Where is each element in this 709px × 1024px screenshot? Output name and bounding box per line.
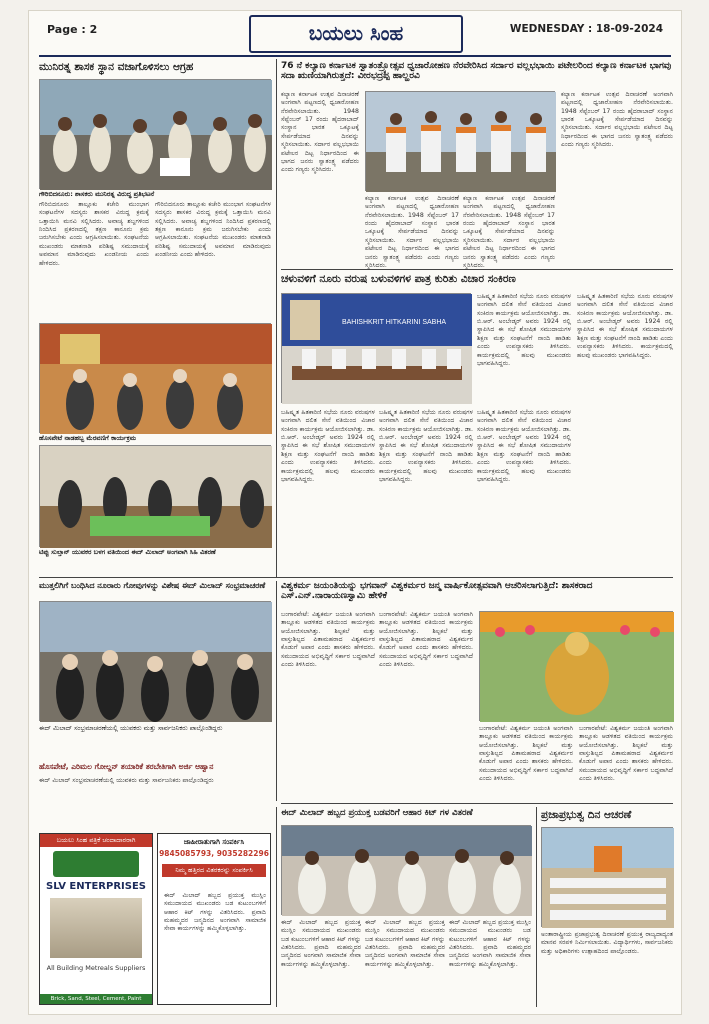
section-divider-3	[281, 803, 673, 804]
body-center-mid-col2: ಬಹಿಷ್ಕೃತ ಹಿತಕಾರಿಣಿ ಸಭೆಯ ನೂರು ವರುಷಗಳ ಅಂಗವಾಗಿ ದಲಿತ ಸೇನೆ ವತಿಯಿಂದ ವಿಚಾರ ಸಂಕಿರಣ ಕಾರ್ಯಕ್ರಮ ಆಯೋಜಿಸಲಾಗಿತ್ತು. ಡಾ. ಬಿ.ಆರ್. ಅಂಬೇಡ್ಕರ್ ಅವರು 1924 ರಲ್ಲಿ ಸ್ಥಾಪಿಸಿದ ಈ ಸಭೆ ಶೋಷಿತ ಸಮುದಾಯಗಳ ಶಿಕ್ಷಣ ಮತ್ತು ಸಂಘಟನೆಗೆ ನಾಂದಿ ಹಾಡಿತು ಎಂದು ಉಪನ್ಯಾಸಕರು ತಿಳಿಸಿದರು. ಕಾರ್ಯಕ್ರಮದಲ್ಲಿ ಹಲವು ಮುಖಂಡರು ಭಾಗವಹಿಸಿದ್ದರು.	[477, 293, 571, 367]
headline-left-low: ಮುತ್ತಲಿಗಿಗೆ ಬಂಧಿಸಿದ ನೂರಾರು ಗೋವುಗಳನ್ನು ವಿಶೇಷ ಈದ್ ಮಿಲಾದ್ ಸಂಭ್ರಮಾಚರಣೆ	[39, 581, 266, 590]
ad-slv-logo-icon	[53, 851, 139, 877]
photo-protest	[39, 79, 271, 189]
newspaper-page	[28, 10, 682, 1015]
body-left-top-col1: ಗೌರಿಬಿದನೂರು ತಾಲ್ಲೂಕು ಕಚೇರಿ ಮುಂಭಾಗ ಸಂಘಟನೆಗಳ ಸದಸ್ಯರು ಶಾಸಕರ ವಿರುದ್ಧ ಕ್ರಮಕ್ಕೆ ಒತ್ತಾಯಿಸಿ ಮನವಿ ಸಲ್ಲಿಸಿದರು. ಅವಾಚ್ಯ ಶಬ್ದಗಳಿಂದ ನಿಂದಿಸಿದ ಪ್ರಕರಣದಲ್ಲಿ ತಕ್ಷಣ ಕಾನೂನು ಕ್ರಮ ಜರುಗಿಸಬೇಕು ಎಂದು ಆಗ್ರಹಿಸಲಾಯಿತು. ಸಂಘಟನೆಯ ಮುಖಂಡರು ಮಾತನಾಡಿ ಪರಿಶಿಷ್ಟ ಸಮುದಾಯಕ್ಕೆ ಅವಮಾನ ಮಾಡಿರುವುದು ಖಂಡನೀಯ ಎಂದು ಹೇಳಿದರು.	[39, 201, 149, 267]
column-divider-4	[536, 807, 537, 1007]
photo-flag-hoisting	[365, 91, 555, 191]
headline-center-bottom: ಈದ್ ಮಿಲಾದ್ ಹಬ್ಬದ ಪ್ರಯುಕ್ತ ಬಡವರಿಗೆ ಆಹಾರ ಕಿಟ್ ಗಳ ವಿತರಣೆ	[281, 808, 473, 818]
body-left-top-col2: ಗೌರಿಬಿದನೂರು ತಾಲ್ಲೂಕು ಕಚೇರಿ ಮುಂಭಾಗ ಸಂಘಟನೆಗಳ ಸದಸ್ಯರು ಶಾಸಕರ ವಿರುದ್ಧ ಕ್ರಮಕ್ಕೆ ಒತ್ತಾಯಿಸಿ ಮನವಿ ಸಲ್ಲಿಸಿದರು. ಅವಾಚ್ಯ ಶಬ್ದಗಳಿಂದ ನಿಂದಿಸಿದ ಪ್ರಕರಣದಲ್ಲಿ ತಕ್ಷಣ ಕಾನೂನು ಕ್ರಮ ಜರುಗಿಸಬೇಕು ಎಂದು ಆಗ್ರಹಿಸಲಾಯಿತು. ಸಂಘಟನೆಯ ಮುಖಂಡರು ಮಾತನಾಡಿ ಪರಿಶಿಷ್ಟ ಸಮುದಾಯಕ್ಕೆ ಅವಮಾನ ಮಾಡಿರುವುದು ಖಂಡನೀಯ ಎಂದು ಹೇಳಿದರು.	[155, 201, 271, 259]
body-center-mid-col1a: ಬಹಿಷ್ಕೃತ ಹಿತಕಾರಿಣಿ ಸಭೆಯ ನೂರು ವರುಷಗಳ ಅಂಗವಾಗಿ ದಲಿತ ಸೇನೆ ವತಿಯಿಂದ ವಿಚಾರ ಸಂಕಿರಣ ಕಾರ್ಯಕ್ರಮ ಆಯೋಜಿಸಲಾಗಿತ್ತು. ಡಾ. ಬಿ.ಆರ್. ಅಂಬೇಡ್ಕರ್ ಅವರು 1924 ರಲ್ಲಿ ಸ್ಥಾಪಿಸಿದ ಈ ಸಭೆ ಶೋಷಿತ ಸಮುದಾಯಗಳ ಶಿಕ್ಷಣ ಮತ್ತು ಸಂಘಟನೆಗೆ ನಾಂದಿ ಹಾಡಿತು ಎಂದು ಉಪನ್ಯಾಸಕರು ತಿಳಿಸಿದರು. ಕಾರ್ಯಕ್ರಮದಲ್ಲಿ ಹಲವು ಮುಖಂಡರು ಭಾಗವಹಿಸಿದ್ದರು.	[281, 409, 375, 483]
ad-subscribe-phone: 9845085793, 9035282296	[159, 849, 269, 858]
subhead-left-low: ಹೊಸಪೇಟೆ, ಎರಿಮಲ ಗೋಲ್ಡನ್ ತಯಾರಿಕೆ ತರಬೇತಿಗಾಗಿ ಅರ್ಜಿ ಆಹ್ವಾನ	[39, 762, 214, 771]
photo-food-kits	[281, 825, 531, 915]
ad-subscribe-body: ಈದ್ ಮಿಲಾದ್ ಹಬ್ಬದ ಪ್ರಯುಕ್ತ ಮುಸ್ಲಿಂ ಸಮುದಾಯದ ಮುಖಂಡರು ಬಡ ಕುಟುಂಬಗಳಿಗೆ ಆಹಾರ ಕಿಟ್ ಗಳನ್ನು ವಿತರಿಸಿದರು. ಪ್ರವಾದಿ ಮಹಮ್ಮದರ ಜನ್ಮದಿನದ ಅಂಗವಾಗಿ ಸಾಮಾಜಿಕ ಸೇವಾ ಕಾರ್ಯಗಳನ್ನು ಹಮ್ಮಿಕೊಳ್ಳಲಾಗಿತ್ತು.	[164, 892, 266, 933]
issue-date: WEDNESDAY : 18-09-2024	[509, 23, 663, 35]
section-divider	[281, 269, 673, 270]
ad-slv-product-image	[50, 898, 142, 958]
column-divider-2	[276, 581, 277, 801]
seminar-banner-text: BAHISHKRIT HITKARINI SABHA	[341, 319, 447, 326]
ad-slv-enterprises	[39, 833, 153, 1005]
ad-slv-name: SLV ENTERPRISES	[46, 881, 146, 892]
body-center-low-col4: ಬಂಗಾರಪೇಟೆ: ವಿಶ್ವಕರ್ಮ ಜಯಂತಿ ಅಂಗವಾಗಿ ತಾಲ್ಲೂಕು ಆಡಳಿತದ ವತಿಯಿಂದ ಕಾರ್ಯಕ್ರಮ ಆಯೋಜಿಸಲಾಗಿತ್ತು. ಶಿಲ್ಪಕಲೆ ಮತ್ತು ವಾಸ್ತುಶಿಲ್ಪದ ಪಿತಾಮಹರಾದ ವಿಶ್ವಕರ್ಮರ ಕೊಡುಗೆ ಅಪಾರ ಎಂದು ಶಾಸಕರು ಹೇಳಿದರು. ಸಮುದಾಯದ ಅಭಿವೃದ್ಧಿಗೆ ಸರ್ಕಾರ ಬದ್ಧವಾಗಿದೆ ಎಂದು ತಿಳಿಸಿದರು.	[579, 725, 673, 783]
body-center-low-col2: ಬಂಗಾರಪೇಟೆ: ವಿಶ್ವಕರ್ಮ ಜಯಂತಿ ಅಂಗವಾಗಿ ತಾಲ್ಲೂಕು ಆಡಳಿತದ ವತಿಯಿಂದ ಕಾರ್ಯಕ್ರಮ ಆಯೋಜಿಸಲಾಗಿತ್ತು. ಶಿಲ್ಪಕಲೆ ಮತ್ತು ವಾಸ್ತುಶಿಲ್ಪದ ಪಿತಾಮಹರಾದ ವಿಶ್ವಕರ್ಮರ ಕೊಡುಗೆ ಅಪಾರ ಎಂದು ಶಾಸಕರು ಹೇಳಿದರು. ಸಮುದಾಯದ ಅಭಿವೃದ್ಧಿಗೆ ಸರ್ಕಾರ ಬದ್ಧವಾಗಿದೆ ಎಂದು ತಿಳಿಸಿದರು.	[379, 611, 473, 669]
body-center-low-col3: ಬಂಗಾರಪೇಟೆ: ವಿಶ್ವಕರ್ಮ ಜಯಂತಿ ಅಂಗವಾಗಿ ತಾಲ್ಲೂಕು ಆಡಳಿತದ ವತಿಯಿಂದ ಕಾರ್ಯಕ್ರಮ ಆಯೋಜಿಸಲಾಗಿತ್ತು. ಶಿಲ್ಪಕಲೆ ಮತ್ತು ವಾಸ್ತುಶಿಲ್ಪದ ಪಿತಾಮಹರಾದ ವಿಶ್ವಕರ್ಮರ ಕೊಡುಗೆ ಅಪಾರ ಎಂದು ಶಾಸಕರು ಹೇಳಿದರು. ಸಮುದಾಯದ ಅಭಿವೃದ್ಧಿಗೆ ಸರ್ಕಾರ ಬದ್ಧವಾಗಿದೆ ಎಂದು ತಿಳಿಸಿದರು.	[479, 725, 573, 783]
caption-left-top: ಗೌರಿಬಿದನೂರು: ಶಾಸಕರು ಮುನಿರತ್ನ ವಿರುದ್ಧ ಪ್ರತಿಭಟನೆ	[39, 190, 155, 198]
body-left-low: ಈದ್ ಮಿಲಾದ್ ಸಂಭ್ರಮಾಚರಣೆಯಲ್ಲಿ ಯುವಕರು ಮತ್ತು ಸಾರ್ವಜನಿಕರು ಪಾಲ್ಗೊಂಡಿದ್ದರು	[39, 777, 214, 784]
caption-left-mid: ಹೊಸಪೇಟೆ ನಾಡಹಬ್ಬ ಮೆರವಣಿಗೆ ಕಾರ್ಯಕ್ರಮ	[39, 434, 137, 442]
caption-left-low: ಈದ್ ಮಿಲಾದ್ ಸಂಭ್ರಮಾಚರಣೆಯಲ್ಲಿ ಯುವಕರು ಮತ್ತು ಸಾರ್ವಜನಿಕರು ಪಾಲ್ಗೊಂಡಿದ್ದರು	[39, 724, 223, 732]
headline-center-low: ವಿಶ್ವಕರ್ಮ ಜಯಂತಿಯನ್ನು ಭಗವಾನ್ ವಿಶ್ವಕರ್ಮರ ಜನ್ಮ ವಾರ್ಷಿಕೋತ್ಸವವಾಗಿ ಆಚರಿಸಲಾಗುತ್ತಿದೆ: ಶಾಸಕರಾದ ಎಸ್.ಎನ್.ನಾರಾಯಣಸ್ವಾಮಿ ಹೇಳಿಕೆ	[281, 581, 593, 602]
ad-subscribe	[157, 833, 271, 1005]
section-divider-2	[39, 577, 673, 578]
body-center-mid-col3: ಬಹಿಷ್ಕೃತ ಹಿತಕಾರಿಣಿ ಸಭೆಯ ನೂರು ವರುಷಗಳ ಅಂಗವಾಗಿ ದಲಿತ ಸೇನೆ ವತಿಯಿಂದ ವಿಚಾರ ಸಂಕಿರಣ ಕಾರ್ಯಕ್ರಮ ಆಯೋಜಿಸಲಾಗಿತ್ತು. ಡಾ. ಬಿ.ಆರ್. ಅಂಬೇಡ್ಕರ್ ಅವರು 1924 ರಲ್ಲಿ ಸ್ಥಾಪಿಸಿದ ಈ ಸಭೆ ಶೋಷಿತ ಸಮುದಾಯಗಳ ಶಿಕ್ಷಣ ಮತ್ತು ಸಂಘಟನೆಗೆ ನಾಂದಿ ಹಾಡಿತು ಎಂದು ಉಪನ್ಯಾಸಕರು ತಿಳಿಸಿದರು. ಕಾರ್ಯಕ್ರಮದಲ್ಲಿ ಹಲವು ಮುಖಂಡರು ಭಾಗವಹಿಸಿದ್ದರು.	[577, 293, 673, 359]
body-right-bottom: ಅಂತಾರಾಷ್ಟ್ರೀಯ ಪ್ರಜಾಪ್ರಭುತ್ವ ದಿನಾಚರಣೆ ಪ್ರಯುಕ್ತ ರಾಜ್ಯದಾದ್ಯಂತ ಮಾನವ ಸರಪಳಿ ನಿರ್ಮಿಸಲಾಯಿತು. ವಿದ್ಯಾರ್ಥಿಗಳು, ಸಾರ್ವಜನಿಕರು ಮತ್ತು ಅಧಿಕಾರಿಗಳು ಉತ್ಸಾಹದಿಂದ ಪಾಲ್ಗೊಂಡರು.	[541, 931, 673, 955]
column-divider	[276, 59, 277, 577]
ad-slv-topbar: ಬಯಲು ಸಿಂಹ ಪತ್ರಿಕೆ ಚಂದಾದಾರರಾಗಿ	[40, 834, 152, 847]
photo-festival	[39, 323, 271, 433]
caption-left-mid-2: ಟಿಪ್ಪು ಸುಲ್ತಾನ್ ಯುವಕರ ಬಳಗ ವತಿಯಿಂದ ಈದ್ ಮಿಲಾದ್ ಅಂಗವಾಗಿ ಸಿಹಿ ವಿತರಣೆ	[39, 548, 216, 556]
ad-subscribe-sub: ನಿಮ್ಮ ಹತ್ತಿರದ ವಿತರಕರನ್ನು ಸಂಪರ್ಕಿಸಿ	[162, 864, 266, 877]
body-center-bottom-col2: ಈದ್ ಮಿಲಾದ್ ಹಬ್ಬದ ಪ್ರಯುಕ್ತ ಮುಸ್ಲಿಂ ಸಮುದಾಯದ ಮುಖಂಡರು ಬಡ ಕುಟುಂಬಗಳಿಗೆ ಆಹಾರ ಕಿಟ್ ಗಳನ್ನು ವಿತರಿಸಿದರು. ಪ್ರವಾದಿ ಮಹಮ್ಮದರ ಜನ್ಮದಿನದ ಅಂಗವಾಗಿ ಸಾಮಾಜಿಕ ಸೇವಾ ಕಾರ್ಯಗಳನ್ನು ಹಮ್ಮಿಕೊಳ್ಳಲಾಗಿತ್ತು.	[365, 919, 445, 968]
ad-slv-tagline: All Building Metreals Suppliers	[46, 964, 146, 972]
body-center-bottom-col1: ಈದ್ ಮಿಲಾದ್ ಹಬ್ಬದ ಪ್ರಯುಕ್ತ ಮುಸ್ಲಿಂ ಸಮುದಾಯದ ಮುಖಂಡರು ಬಡ ಕುಟುಂಬಗಳಿಗೆ ಆಹಾರ ಕಿಟ್ ಗಳನ್ನು ವಿತರಿಸಿದರು. ಪ್ರವಾದಿ ಮಹಮ್ಮದರ ಜನ್ಮದಿನದ ಅಂಗವಾಗಿ ಸಾಮಾಜಿಕ ಸೇವಾ ಕಾರ್ಯಗಳನ್ನು ಹಮ್ಮಿಕೊಳ್ಳಲಾಗಿತ್ತು.	[281, 919, 361, 968]
headline-center-top: 76 ನೆ ಕಲ್ಯಾಣ ಕರ್ನಾಟಕ ಸ್ವಾತಂತ್ರ್ಯೋತ್ಸವ ಧ್ವಜಾರೋಹಣ ನೆರವೇರಿಸಿದ ಸರ್ದಾರ ವಲ್ಲಭಭಾಯಿ ಪಟೇಲರಿಂದ ಕಲ್ಯಾಣ ಕರ್ನಾಟಕ ಭಾಗವು ಸದಾ ಋಣಿಯಾಗಿರುತ್ತದೆ: ವೀರಭದ್ರಪ್ಪ ಹಾಲ್ಹರವಿ	[281, 61, 672, 82]
page-number: Page : 2	[47, 23, 98, 36]
body-center-top-col1: ಕಲ್ಯಾಣ ಕರ್ನಾಟಕ ಉತ್ಸವ ದಿನಾಚರಣೆ ಅಂಗವಾಗಿ ಪಟ್ಟಣದಲ್ಲಿ ಧ್ವಜಾರೋಹಣ ನೆರವೇರಿಸಲಾಯಿತು. 1948 ಸೆಪ್ಟೆಂಬರ್ 17 ರಂದು ಹೈದರಾಬಾದ್ ಸಂಸ್ಥಾನ ಭಾರತ ಒಕ್ಕೂಟಕ್ಕೆ ಸೇರ್ಪಡೆಯಾದ ದಿನವನ್ನು ಸ್ಮರಿಸಲಾಯಿತು. ಸರ್ದಾರ ವಲ್ಲಭಭಾಯಿ ಪಟೇಲರ ದಿಟ್ಟ ನಿರ್ಧಾರದಿಂದ ಈ ಭಾಗದ ಜನರು ಸ್ವಾತಂತ್ರ್ಯ ಪಡೆದರು ಎಂದು ಗಣ್ಯರು ಸ್ಮರಿಸಿದರು.	[281, 91, 359, 174]
body-center-bottom-col3: ಈದ್ ಮಿಲಾದ್ ಹಬ್ಬದ ಪ್ರಯುಕ್ತ ಮುಸ್ಲಿಂ ಸಮುದಾಯದ ಮುಖಂಡರು ಬಡ ಕುಟುಂಬಗಳಿಗೆ ಆಹಾರ ಕಿಟ್ ಗಳನ್ನು ವಿತರಿಸಿದರು. ಪ್ರವಾದಿ ಮಹಮ್ಮದರ ಜನ್ಮದಿನದ ಅಂಗವಾಗಿ ಸಾಮಾಜಿಕ ಸೇವಾ ಕಾರ್ಯಗಳನ್ನು ಹಮ್ಮಿಕೊಳ್ಳಲಾಗಿತ್ತು.	[449, 919, 531, 968]
body-center-mid-col2b: ಬಹಿಷ್ಕೃತ ಹಿತಕಾರಿಣಿ ಸಭೆಯ ನೂರು ವರುಷಗಳ ಅಂಗವಾಗಿ ದಲಿತ ಸೇನೆ ವತಿಯಿಂದ ವಿಚಾರ ಸಂಕಿರಣ ಕಾರ್ಯಕ್ರಮ ಆಯೋಜಿಸಲಾಗಿತ್ತು. ಡಾ. ಬಿ.ಆರ್. ಅಂಬೇಡ್ಕರ್ ಅವರು 1924 ರಲ್ಲಿ ಸ್ಥಾಪಿಸಿದ ಈ ಸಭೆ ಶೋಷಿತ ಸಮುದಾಯಗಳ ಶಿಕ್ಷಣ ಮತ್ತು ಸಂಘಟನೆಗೆ ನಾಂದಿ ಹಾಡಿತು ಎಂದು ಉಪನ್ಯಾಸಕರು ತಿಳಿಸಿದರು. ಕಾರ್ಯಕ್ರಮದಲ್ಲಿ ಹಲವು ಮುಖಂಡರು ಭಾಗವಹಿಸಿದ್ದರು.	[477, 409, 571, 483]
body-center-top-col3: ಕಲ್ಯಾಣ ಕರ್ನಾಟಕ ಉತ್ಸವ ದಿನಾಚರಣೆ ಅಂಗವಾಗಿ ಪಟ್ಟಣದಲ್ಲಿ ಧ್ವಜಾರೋಹಣ ನೆರವೇರಿಸಲಾಯಿತು. 1948 ಸೆಪ್ಟೆಂಬರ್ 17 ರಂದು ಹೈದರಾಬಾದ್ ಸಂಸ್ಥಾನ ಭಾರತ ಒಕ್ಕೂಟಕ್ಕೆ ಸೇರ್ಪಡೆಯಾದ ದಿನವನ್ನು ಸ್ಮರಿಸಲಾಯಿತು. ಸರ್ದಾರ ವಲ್ಲಭಭಾಯಿ ಪಟೇಲರ ದಿಟ್ಟ ನಿರ್ಧಾರದಿಂದ ಈ ಭಾಗದ ಜನರು ಸ್ವಾತಂತ್ರ್ಯ ಪಡೆದರು ಎಂದು ಗಣ್ಯರು ಸ್ಮರಿಸಿದರು.	[561, 91, 673, 149]
body-center-low-col1: ಬಂಗಾರಪೇಟೆ: ವಿಶ್ವಕರ್ಮ ಜಯಂತಿ ಅಂಗವಾಗಿ ತಾಲ್ಲೂಕು ಆಡಳಿತದ ವತಿಯಿಂದ ಕಾರ್ಯಕ್ರಮ ಆಯೋಜಿಸಲಾಗಿತ್ತು. ಶಿಲ್ಪಕಲೆ ಮತ್ತು ವಾಸ್ತುಶಿಲ್ಪದ ಪಿತಾಮಹರಾದ ವಿಶ್ವಕರ್ಮರ ಕೊಡುಗೆ ಅಪಾರ ಎಂದು ಶಾಸಕರು ಹೇಳಿದರು. ಸಮುದಾಯದ ಅಭಿವೃದ್ಧಿಗೆ ಸರ್ಕಾರ ಬದ್ಧವಾಗಿದೆ ಎಂದು ತಿಳಿಸಿದರು.	[281, 611, 375, 669]
photo-seminar	[281, 293, 471, 403]
masthead	[29, 11, 681, 53]
headline-right-bottom: ಪ್ರಜಾಪ್ರಭುತ್ವ ದಿನ ಆಚರಣೆ	[541, 809, 632, 821]
photo-eid-crowd	[39, 601, 271, 721]
photo-democracy-day	[541, 827, 673, 927]
newspaper-title: ಬಯಲು ಸಿಂಹ	[249, 15, 463, 53]
ad-subscribe-title: ಜಾಹೀರಾತುಗಾಗಿ ಸಂಪರ್ಕಿಸಿ	[183, 838, 245, 846]
column-divider-3	[276, 807, 277, 1007]
photo-vishwakarma	[479, 611, 673, 721]
headline-center-mid: ಚಳುವಳಿಗೆ ನೂರು ವರುಷ ಬಳುವಳಿಗಳ ಪಾತ್ರ ಕುರಿತು ವಿಚಾರ ಸಂಕಿರಣ	[281, 273, 516, 285]
ad-slv-footer: Brick, Sand, Steel, Cement, Paint	[40, 994, 152, 1004]
body-center-mid-col1b: ಬಹಿಷ್ಕೃತ ಹಿತಕಾರಿಣಿ ಸಭೆಯ ನೂರು ವರುಷಗಳ ಅಂಗವಾಗಿ ದಲಿತ ಸೇನೆ ವತಿಯಿಂದ ವಿಚಾರ ಸಂಕಿರಣ ಕಾರ್ಯಕ್ರಮ ಆಯೋಜಿಸಲಾಗಿತ್ತು. ಡಾ. ಬಿ.ಆರ್. ಅಂಬೇಡ್ಕರ್ ಅವರು 1924 ರಲ್ಲಿ ಸ್ಥಾಪಿಸಿದ ಈ ಸಭೆ ಶೋಷಿತ ಸಮುದಾಯಗಳ ಶಿಕ್ಷಣ ಮತ್ತು ಸಂಘಟನೆಗೆ ನಾಂದಿ ಹಾಡಿತು ಎಂದು ಉಪನ್ಯಾಸಕರು ತಿಳಿಸಿದರು. ಕಾರ್ಯಕ್ರಮದಲ್ಲಿ ಹಲವು ಮುಖಂಡರು ಭಾಗವಹಿಸಿದ್ದರು.	[379, 409, 473, 483]
body-center-top-col2a: ಕಲ್ಯಾಣ ಕರ್ನಾಟಕ ಉತ್ಸವ ದಿನಾಚರಣೆ ಅಂಗವಾಗಿ ಪಟ್ಟಣದಲ್ಲಿ ಧ್ವಜಾರೋಹಣ ನೆರವೇರಿಸಲಾಯಿತು. 1948 ಸೆಪ್ಟೆಂಬರ್ 17 ರಂದು ಹೈದರಾಬಾದ್ ಸಂಸ್ಥಾನ ಭಾರತ ಒಕ್ಕೂಟಕ್ಕೆ ಸೇರ್ಪಡೆಯಾದ ದಿನವನ್ನು ಸ್ಮರಿಸಲಾಯಿತು. ಸರ್ದಾರ ವಲ್ಲಭಭಾಯಿ ಪಟೇಲರ ದಿಟ್ಟ ನಿರ್ಧಾರದಿಂದ ಈ ಭಾಗದ ಜನರು ಸ್ವಾತಂತ್ರ್ಯ ಪಡೆದರು ಎಂದು ಗಣ್ಯರು ಸ್ಮರಿಸಿದರು.	[365, 195, 459, 269]
headline-left-top: ಮುನಿರತ್ನ ಶಾಸಕ ಸ್ಥಾನ ವಜಾಗೊಳಿಸಲು ಆಗ್ರಹ	[39, 61, 194, 73]
photo-sweets	[39, 445, 271, 547]
body-center-top-col2b: ಕಲ್ಯಾಣ ಕರ್ನಾಟಕ ಉತ್ಸವ ದಿನಾಚರಣೆ ಅಂಗವಾಗಿ ಪಟ್ಟಣದಲ್ಲಿ ಧ್ವಜಾರೋಹಣ ನೆರವೇರಿಸಲಾಯಿತು. 1948 ಸೆಪ್ಟೆಂಬರ್ 17 ರಂದು ಹೈದರಾಬಾದ್ ಸಂಸ್ಥಾನ ಭಾರತ ಒಕ್ಕೂಟಕ್ಕೆ ಸೇರ್ಪಡೆಯಾದ ದಿನವನ್ನು ಸ್ಮರಿಸಲಾಯಿತು. ಸರ್ದಾರ ವಲ್ಲಭಭಾಯಿ ಪಟೇಲರ ದಿಟ್ಟ ನಿರ್ಧಾರದಿಂದ ಈ ಭಾಗದ ಜನರು ಸ್ವಾತಂತ್ರ್ಯ ಪಡೆದರು ಎಂದು ಗಣ್ಯರು ಸ್ಮರಿಸಿದರು.	[463, 195, 555, 269]
masthead-rule	[39, 55, 671, 57]
